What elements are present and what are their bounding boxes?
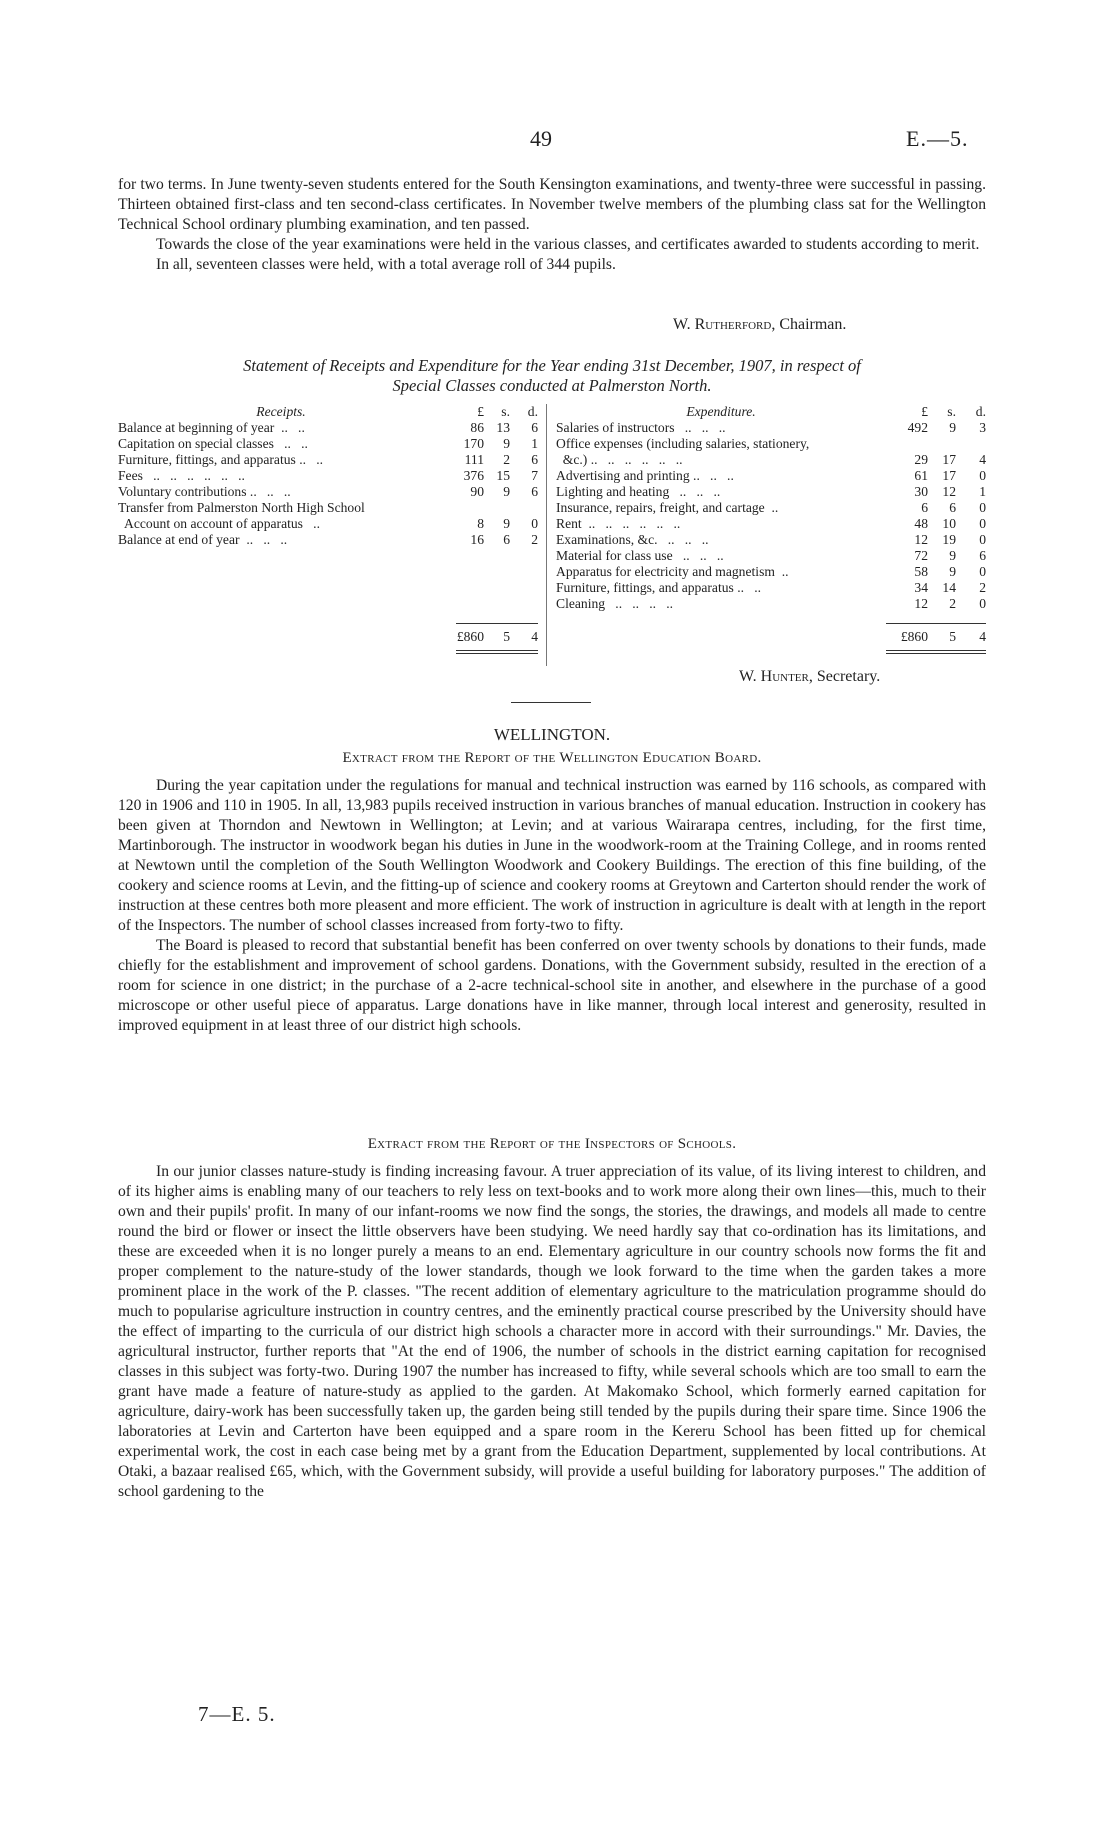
- expenditure-row: [556, 516, 986, 532]
- expenditure-pounds: 492: [907, 420, 928, 435]
- expenditure-pounds: 48: [914, 516, 928, 531]
- expenditure-double-rule: [886, 653, 986, 654]
- expenditure-pounds: [886, 436, 928, 452]
- receipt-item-text: Balance at end of year: [118, 532, 240, 547]
- expenditure-pence: 1: [979, 484, 986, 499]
- statement-title-line: Statement of Receipts and Expenditure for the Year ending 31st December, 1907, in respect of: [243, 356, 861, 375]
- expenditure-pence: 0: [979, 468, 986, 483]
- receipt-item-text: Fees: [118, 468, 143, 483]
- inspectors-paragraph: In our junior classes nature-study is finding increasing favour. A truer appreciation of its value, of its living interest to children, and of its higher aims is enabling many of our teachers to rely less on text-books and to work more along their own lines—this, much to their own and their pupils' profit. In many of our infant-rooms we now find the songs, the stories, the drawings, and models all made to centre round the bird or flower or insect the little observers have been studying. We need hardly say that co-ordination has its limitations, and these are exceeded when it is no longer purely a means to an end. Elementary agriculture in our country schools now forms the fit and proper complement to the nature-study of the lower standards, though we look forward to the time when the garden takes a more prominent place in the work of the P. classes. "The recent addition of elementary agriculture to the matriculation programme should do much to popularise agriculture instruction in country centres, and the eminently practical course prescribed by the University should have the effect of imparting to the curricula of our district high schools a character more in accord with their surroundings." Mr. Davies, the agricultural instructor, further reports that "At the end of 1906, the number of schools in the district earning capitation for recognised classes in this subject was forty-two. During 1907 the number has increased to fifty, while several schools which are too small to earn the grant have made a feature of nature-study as applied to the garden. At Makomako School, which formerly earned capitation for agriculture, dairy-work has been successfully taken up, the garden being still tended by the pupils during their spare time. Since 1906 the laboratories at Levin and Carterton have been equipped and a spare room in the Kereru School has been fitted up for chemical experimental work, the cost in each case being met by a grant from the Education Department, supplemented by local contributions. At Otaki, a bazaar realised £65, which, with the Government subsidy, will provide a useful building for laboratory purposes." The addition of school gardening to the: [118, 1163, 986, 1500]
- expenditure-label: [556, 596, 886, 612]
- expenditure-item-text: Lighting and heating: [556, 484, 670, 499]
- receipt-pounds: [444, 500, 484, 516]
- receipt-row: [118, 532, 538, 548]
- expenditure-head-row: [556, 404, 986, 420]
- receipt-item-text: Capitation on special classes: [118, 436, 274, 451]
- expenditure-total-rule: [886, 623, 986, 624]
- intro-text: [118, 175, 986, 275]
- receipts-total-pence: 4: [531, 629, 538, 644]
- leader-dots: .. .. ..: [246, 484, 291, 499]
- receipt-pence: 1: [531, 436, 538, 451]
- expenditure-label: [556, 548, 886, 564]
- receipt-item-text: Balance at beginning of year: [118, 420, 275, 435]
- receipts-double-rule: [456, 650, 538, 651]
- expenditure-label: [556, 500, 886, 516]
- expenditure-label: [556, 516, 886, 532]
- expenditure-shillings: 19: [942, 532, 956, 547]
- receipts-heading: Receipts.: [256, 404, 306, 419]
- receipt-pence: 6: [531, 484, 538, 499]
- pounds-head: £: [921, 404, 928, 419]
- expenditure-label: [556, 484, 886, 500]
- leader-dots: .. ..: [733, 580, 762, 595]
- inspectors-report-text: [118, 1162, 986, 1502]
- receipts-total-table: [118, 629, 538, 645]
- intro-paragraph: In all, seventeen classes were held, with a total average roll of 344 pupils.: [156, 256, 616, 273]
- expenditure-row: [556, 596, 986, 612]
- expenditure-row: [556, 484, 986, 500]
- expenditure-pounds: 12: [914, 532, 928, 547]
- expenditure-total-shillings: 5: [949, 629, 956, 644]
- expenditure-item-text: Apparatus for electricity and magnetism: [556, 564, 775, 579]
- receipt-pounds: 170: [463, 436, 484, 451]
- intro-paragraph: Towards the close of the year examinations were held in the various classes, and certificates awarded to students according to merit.: [156, 236, 980, 253]
- receipts-total-pounds: £860: [456, 629, 484, 644]
- receipt-pounds: 16: [470, 532, 484, 547]
- expenditure-shillings: 9: [949, 420, 956, 435]
- receipt-pounds: 111: [464, 452, 484, 467]
- receipt-shillings: 9: [503, 484, 510, 499]
- expenditure-item-text: Cleaning: [556, 596, 606, 611]
- section-divider: [511, 702, 591, 703]
- expenditure-shillings: [928, 436, 956, 452]
- chairman-name: W. Rutherford: [673, 316, 772, 333]
- receipt-shillings: 2: [503, 452, 510, 467]
- chairman-title: Chairman.: [779, 316, 847, 333]
- receipt-row: [118, 452, 538, 468]
- expenditure-label: [556, 452, 886, 468]
- leader-dots: .. .. ..: [672, 548, 724, 563]
- receipts-table: [118, 404, 538, 548]
- receipt-pounds: 86: [470, 420, 484, 435]
- board-report-text: [118, 776, 986, 1036]
- receipt-item-text: Voluntary contributions: [118, 484, 247, 499]
- receipt-label: [118, 516, 444, 532]
- leader-dots: .. ..: [274, 420, 305, 435]
- expenditure-shillings: 17: [942, 468, 956, 483]
- receipts-total-rule: [456, 623, 538, 624]
- board-paragraph: The Board is pleased to record that substantial benefit has been conferred on over twenty schools by donations to their funds, made chiefly for the establishment and improvement of school gardens. Donations, with the Government subsidy, resulted in the erection of a room for science in one district; in the purchase of a 2-acre technical-school site in another, and elsewhere in the purchase of a good microscope or other useful piece of apparatus. Large donations have in like manner, through local interest and generosity, resulted in improved equipment in at least three of our district high schools.: [118, 937, 986, 1034]
- receipt-label: [118, 436, 444, 452]
- receipt-shillings: 6: [503, 532, 510, 547]
- intro-paragraph: for two terms. In June twenty-seven students entered for the South Kensington examinations, and twenty-three were successful in passing. Thirteen obtained first-class and ten second-class certificates. In November twelve members of the plumbing class sat for the Wellington Technical School ordinary plumbing examination, and ten passed.: [118, 176, 986, 233]
- expenditure-label: [556, 468, 886, 484]
- expenditure-pence: 2: [979, 580, 986, 595]
- footer-signature-ref: 7—E. 5.: [198, 1702, 276, 1726]
- page-number: 49: [530, 126, 552, 151]
- receipt-shillings: 15: [496, 468, 510, 483]
- expenditure-pence: 3: [979, 420, 986, 435]
- secretary-title: Secretary.: [816, 668, 881, 685]
- expenditure-double-rule: [886, 650, 986, 651]
- expenditure-row: [556, 548, 986, 564]
- expenditure-shillings: 12: [942, 484, 956, 499]
- expenditure-pounds: 58: [914, 564, 928, 579]
- expenditure-item-text: Material for class use: [556, 548, 673, 563]
- receipt-pence: 6: [531, 452, 538, 467]
- leader-dots: .. .. .. .. .. ..: [142, 468, 245, 483]
- section-title: WELLINGTON.: [493, 725, 611, 744]
- expenditure-label: [556, 420, 886, 436]
- leader-dots: .. .. ..: [669, 484, 721, 499]
- secretary-name: W. Hunter: [739, 668, 809, 685]
- expenditure-row: [556, 532, 986, 548]
- leader-dots: .. .. .. .. .. ..: [581, 516, 681, 531]
- leader-dots: ..: [764, 500, 779, 515]
- expenditure-item-text: Office expenses (including salaries, stationery,: [556, 436, 810, 451]
- expenditure-item-text: Insurance, repairs, freight, and cartage: [556, 500, 765, 515]
- receipt-row: [118, 484, 538, 500]
- expenditure-shillings: 2: [949, 596, 956, 611]
- shillings-head: s.: [947, 404, 956, 419]
- receipt-shillings: 9: [503, 436, 510, 451]
- leader-dots: ..: [302, 516, 320, 531]
- receipt-label: [118, 532, 444, 548]
- expenditure-pence: 0: [979, 564, 986, 579]
- expenditure-pounds: 72: [914, 548, 928, 563]
- expenditure-pence: 0: [979, 532, 986, 547]
- expenditure-shillings: 17: [942, 452, 956, 467]
- expenditure-row: [556, 452, 986, 468]
- receipt-row: [118, 436, 538, 452]
- leader-dots: .. .. .. .. .. ..: [587, 452, 683, 467]
- expenditure-pence: 6: [979, 548, 986, 563]
- expenditure-pence: [956, 436, 986, 452]
- leader-dots: .. ..: [295, 452, 324, 467]
- receipt-pence: 6: [531, 420, 538, 435]
- expenditure-item-text: Examinations, &c.: [556, 532, 658, 547]
- receipt-shillings: [484, 500, 510, 516]
- expenditure-shillings: 10: [942, 516, 956, 531]
- board-paragraph: During the year capitation under the regulations for manual and technical instruction was earned by 116 schools, as compared with 120 in 1906 and 110 in 1905. In all, 13,983 pupils received instruction in various branches of manual education. Instruction in cookery has been given at Thorndon and Newtown in Wellington; at Levin; and at various Wairarapa centres, including, for the first time, Martinborough. The instructor in woodwork began his duties in June in the woodwork-room at the Training College, and in rooms rented at Newtown until the completion of the South Wellington Woodwork and Cookery Buildings. The erection of this fine building, of the cookery and science rooms at Levin, and the fitting-up of science and cookery rooms at Greytown and Carterton should render the work of instruction at these centres both more pleasent and more efficient. The work of instruction in agriculture is dealt with at length in the report of the Inspectors. The number of school classes increased from forty-two to fifty.: [118, 777, 986, 934]
- receipt-label: [118, 420, 444, 436]
- chairman-signature: W. Rutherford, Chairman.: [673, 316, 847, 333]
- receipt-pence: 2: [531, 532, 538, 547]
- secretary-signature: W. Hunter, Secretary.: [739, 668, 881, 685]
- receipt-item-text: Account on account of apparatus: [118, 516, 303, 531]
- expenditure-pence: 0: [979, 500, 986, 515]
- expenditure-pence: 4: [979, 452, 986, 467]
- expenditure-pence: 0: [979, 516, 986, 531]
- statement-title-line: Special Classes conducted at Palmerston North.: [392, 376, 712, 395]
- expenditure-pence: 0: [979, 596, 986, 611]
- expenditure-pounds: 29: [914, 452, 928, 467]
- leader-dots: ..: [774, 564, 789, 579]
- expenditure-shillings: 14: [942, 580, 956, 595]
- expenditure-total-table: [556, 629, 986, 645]
- expenditure-total-pounds: £860: [900, 629, 928, 644]
- receipt-pounds: 8: [477, 516, 484, 531]
- expenditure-row: [556, 580, 986, 596]
- expenditure-shillings: 9: [949, 564, 956, 579]
- expenditure-pounds: 6: [921, 500, 928, 515]
- statement-title: [118, 356, 986, 396]
- receipt-pounds: 376: [463, 468, 484, 483]
- receipts-total-shillings: 5: [503, 629, 510, 644]
- expenditure-label: [556, 436, 886, 452]
- expenditure-shillings: 9: [949, 548, 956, 563]
- receipt-pounds: 90: [470, 484, 484, 499]
- expenditure-row: [556, 420, 986, 436]
- pence-head: d.: [975, 404, 986, 419]
- pounds-head: £: [477, 404, 484, 419]
- expenditure-row: [556, 436, 986, 452]
- leader-dots: .. .. ..: [239, 532, 288, 547]
- board-extract-heading: Extract from the Report of the Wellington Education Board.: [342, 750, 762, 766]
- expenditure-row: [556, 500, 986, 516]
- expenditure-row: [556, 468, 986, 484]
- expenditure-item-text: &c.): [556, 452, 588, 467]
- expenditure-heading: Expenditure.: [686, 404, 756, 419]
- leader-dots: .. .. ..: [674, 420, 726, 435]
- receipt-row: [118, 420, 538, 436]
- expenditure-item-text: Furniture, fittings, and apparatus: [556, 580, 734, 595]
- expenditure-total-pence: 4: [979, 629, 986, 644]
- expenditure-pounds: 34: [914, 580, 928, 595]
- receipt-row: [118, 516, 538, 532]
- expenditure-label: [556, 580, 886, 596]
- expenditure-table: [556, 404, 986, 612]
- expenditure-row: [556, 564, 986, 580]
- receipt-shillings: 13: [496, 420, 510, 435]
- expenditure-pounds: 61: [914, 468, 928, 483]
- receipt-row: [118, 468, 538, 484]
- receipt-label: [118, 452, 444, 468]
- leader-dots: .. .. ..: [689, 468, 734, 483]
- receipt-label: [118, 484, 444, 500]
- receipt-pence: 0: [531, 516, 538, 531]
- expenditure-pounds: 30: [914, 484, 928, 499]
- expenditure-item-text: Salaries of instructors: [556, 420, 675, 435]
- receipt-row: [118, 500, 538, 516]
- receipt-pence: 7: [531, 468, 538, 483]
- receipts-double-rule: [456, 653, 538, 654]
- receipts-head-row: [118, 404, 538, 420]
- expenditure-item-text: Advertising and printing: [556, 468, 690, 483]
- expenditure-label: [556, 564, 886, 580]
- expenditure-pounds: 12: [914, 596, 928, 611]
- pence-head: d.: [527, 404, 538, 419]
- receipt-label: [118, 468, 444, 484]
- page-reference: E.—5.: [906, 126, 969, 151]
- receipt-item-text: Furniture, fittings, and apparatus: [118, 452, 296, 467]
- leader-dots: .. ..: [273, 436, 308, 451]
- expenditure-item-text: Rent: [556, 516, 582, 531]
- leader-dots: .. .. ..: [657, 532, 709, 547]
- receipt-shillings: 9: [503, 516, 510, 531]
- leader-dots: .. .. .. ..: [605, 596, 674, 611]
- receipt-pence: [510, 500, 538, 516]
- expenditure-shillings: 6: [949, 500, 956, 515]
- expenditure-label: [556, 532, 886, 548]
- receipt-item-text: Transfer from Palmerston North High School: [118, 500, 365, 515]
- receipts-total-row: [118, 629, 538, 645]
- receipt-label: [118, 500, 444, 516]
- expenditure-total-row: [556, 629, 986, 645]
- inspectors-extract-heading: Extract from the Report of the Inspectors of Schools.: [367, 1136, 737, 1152]
- column-divider: [546, 404, 547, 666]
- shillings-head: s.: [501, 404, 510, 419]
